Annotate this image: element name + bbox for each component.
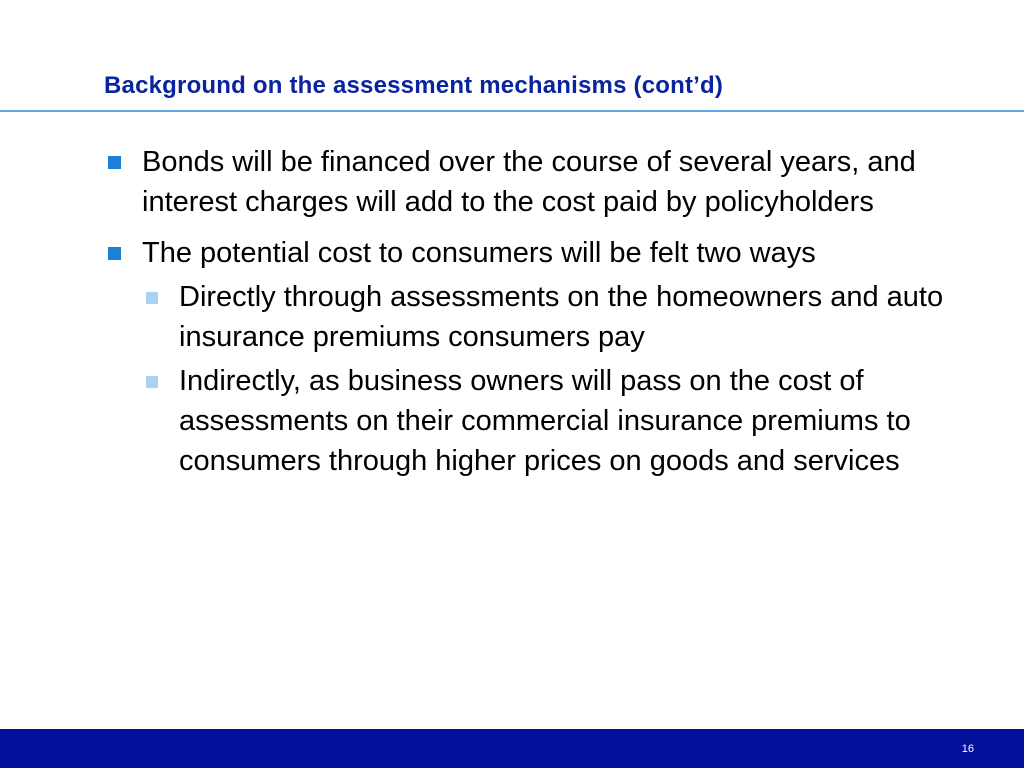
bullet-text: Bonds will be financed over the course of several years, and interest charges will add to the cost paid by policyholders: [142, 146, 916, 218]
title-divider: [0, 110, 1024, 112]
subbullet-text: Directly through assessments on the homeowners and auto insurance premiums consumers pay: [179, 281, 944, 353]
bullet-item: [104, 142, 984, 222]
slide-title: Background on the assessment mechanisms (cont’d): [104, 72, 724, 99]
subbullet-item: [104, 361, 984, 481]
bullet-item: [104, 233, 984, 273]
subbullet-text: Indirectly, as business owners will pass on the cost of assessments on their commercial insurance premiums to consumers through higher prices on goods and services: [179, 365, 911, 477]
slide-body: [104, 142, 984, 481]
square-bullet-icon: [108, 247, 121, 260]
page-number: 16: [961, 743, 974, 755]
square-bullet-icon: [108, 156, 121, 169]
square-subbullet-icon: [146, 376, 158, 388]
subbullet-item: [104, 277, 984, 357]
bullet-text: The potential cost to consumers will be felt two ways: [142, 237, 816, 269]
footer-bar: [0, 729, 1024, 768]
square-subbullet-icon: [146, 292, 158, 304]
